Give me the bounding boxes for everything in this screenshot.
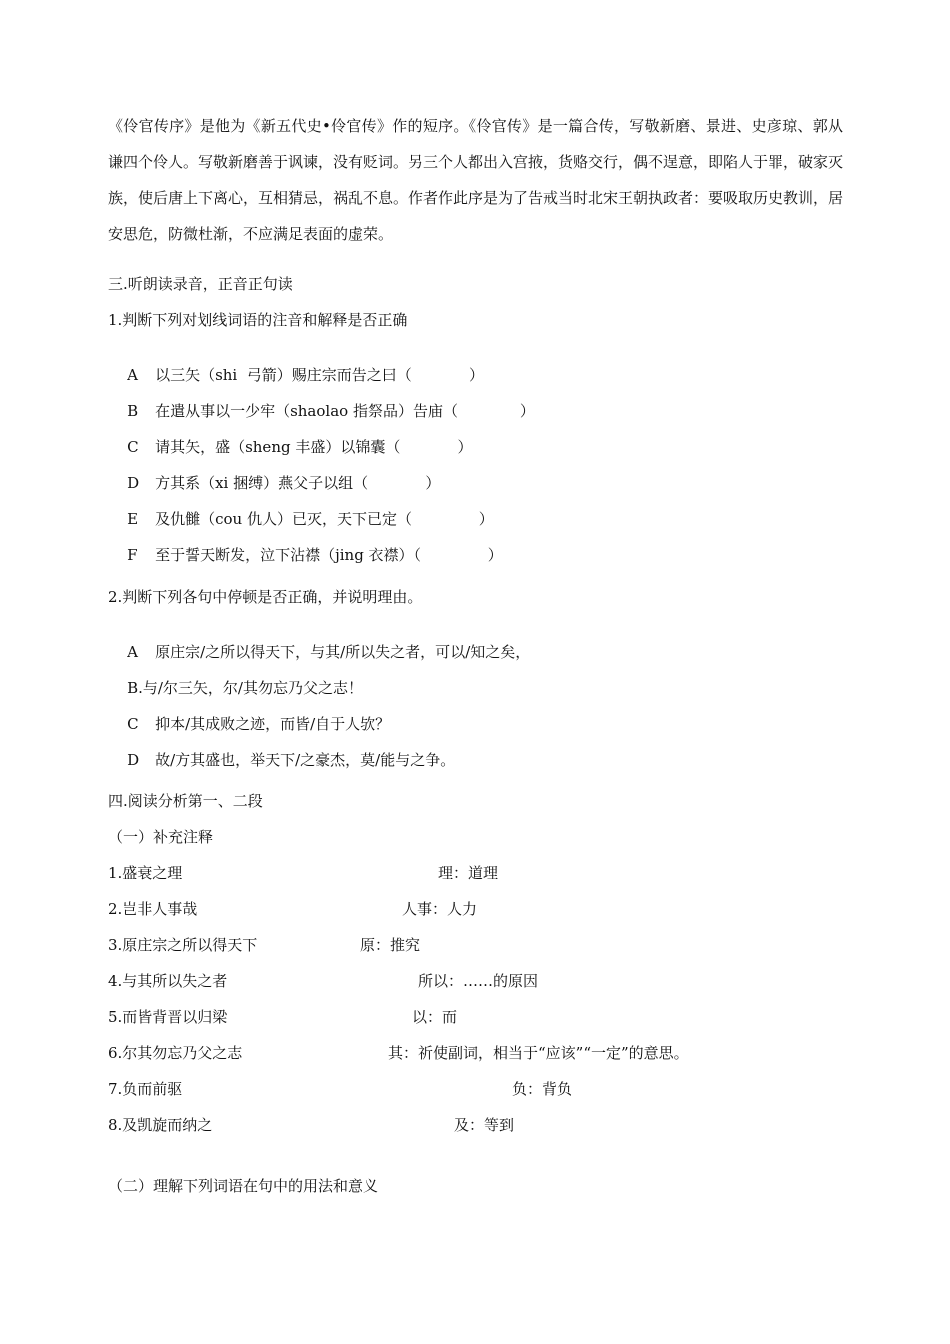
option-letter: D — [127, 474, 140, 492]
option-letter: A — [127, 643, 138, 661]
section3-heading: 三.听朗读录音，正音正句读 — [108, 275, 293, 293]
note-row — [108, 935, 850, 955]
note-explanation: 负：背负 — [512, 1080, 573, 1098]
note-explanation: 及：等到 — [454, 1116, 515, 1134]
option-letter: C — [127, 715, 139, 733]
option-text: 及仇雠（cou 仇人）已灭，天下已定（ ） — [155, 510, 494, 528]
option-text: 以三矢（shi 弓箭）赐庄宗而告之曰（ ） — [155, 366, 484, 384]
note-row — [108, 863, 850, 883]
option-text: 在遣从事以一少牢（shaolao 指祭品）告庙（ ） — [155, 402, 535, 420]
note-term: 4.与其所以失之者 — [108, 972, 228, 990]
option-letter: F — [127, 546, 138, 564]
note-row — [108, 1079, 850, 1099]
note-term: 1.盛衰之理 — [108, 864, 183, 882]
section4-sub2: （二）理解下列词语在句中的用法和意义 — [108, 1177, 379, 1195]
option-letter: A — [127, 366, 138, 384]
section4-heading: 四.阅读分析第一、二段 — [108, 792, 263, 810]
q1-title: 1.判断下列对划线词语的注音和解释是否正确 — [108, 311, 408, 329]
option-letter: C — [127, 438, 139, 456]
option-letter: D — [127, 751, 140, 769]
note-term: 6.尔其勿忘乃父之志 — [108, 1044, 243, 1062]
q2-title: 2.判断下列各句中停顿是否正确，并说明理由。 — [108, 588, 423, 606]
note-explanation: 其：祈使副词，相当于“应该”“一定”的意思。 — [388, 1044, 689, 1062]
q1-option-f — [108, 525, 503, 585]
note-explanation: 所以：……的原因 — [418, 972, 539, 990]
note-row — [108, 1043, 850, 1063]
option-text: B.与/尔三矢，尔/其勿忘乃父之志！ — [127, 679, 363, 697]
option-text: 至于誓天断发，泣下沾襟（jing 衣襟）（ ） — [155, 546, 503, 564]
q2-option-d — [108, 730, 455, 790]
note-term: 7.负而前驱 — [108, 1080, 183, 1098]
section4-sub1: （一）补充注释 — [108, 828, 214, 846]
note-explanation: 理：道理 — [438, 864, 499, 882]
note-row — [108, 1007, 850, 1027]
option-letter: B — [127, 402, 139, 420]
option-text: 原庄宗/之所以得天下，与其/所以失之者，可以/知之矣， — [155, 643, 531, 661]
note-row — [108, 899, 850, 919]
option-text: 抑本/其成败之迹，而皆/自于人欤？ — [155, 715, 391, 733]
note-row — [108, 971, 850, 991]
option-text: 请其矢，盛（sheng 丰盛）以锦囊（ ） — [155, 438, 473, 456]
intro-paragraph: 《伶官传序》是他为《新五代史•伶官传》作的短序。《伶官传》是一篇合传，写敬新磨、景进、史彦琼、郭从谦四个伶人。写敬新磨善于讽谏，没有贬词。另三个人都出入宫掖，货赂交行，偶不逞意，即陷人于罪，破家灭族，使后唐上下离心，互相猜忌，祸乱不息。作者作此序是为了告戒当时北宋王朝执政者：要吸取历史教训，居安思危，防微杜渐，不应满足表面的虚荣。 — [108, 117, 844, 243]
option-text: 方其系（xi 捆缚）燕父子以组（ ） — [155, 474, 441, 492]
note-term: 3.原庄宗之所以得天下 — [108, 936, 258, 954]
note-term: 8.及凯旋而纳之 — [108, 1116, 213, 1134]
note-explanation: 原：推究 — [360, 936, 421, 954]
note-explanation: 以：而 — [412, 1008, 458, 1026]
option-text: 故/方其盛也，举天下/之豪杰，莫/能与之争。 — [155, 751, 456, 769]
note-row — [108, 1115, 850, 1135]
option-letter: E — [127, 510, 139, 528]
note-explanation: 人事：人力 — [402, 900, 478, 918]
note-term: 2.岂非人事哉 — [108, 900, 198, 918]
note-term: 5.而皆背晋以归梁 — [108, 1008, 228, 1026]
